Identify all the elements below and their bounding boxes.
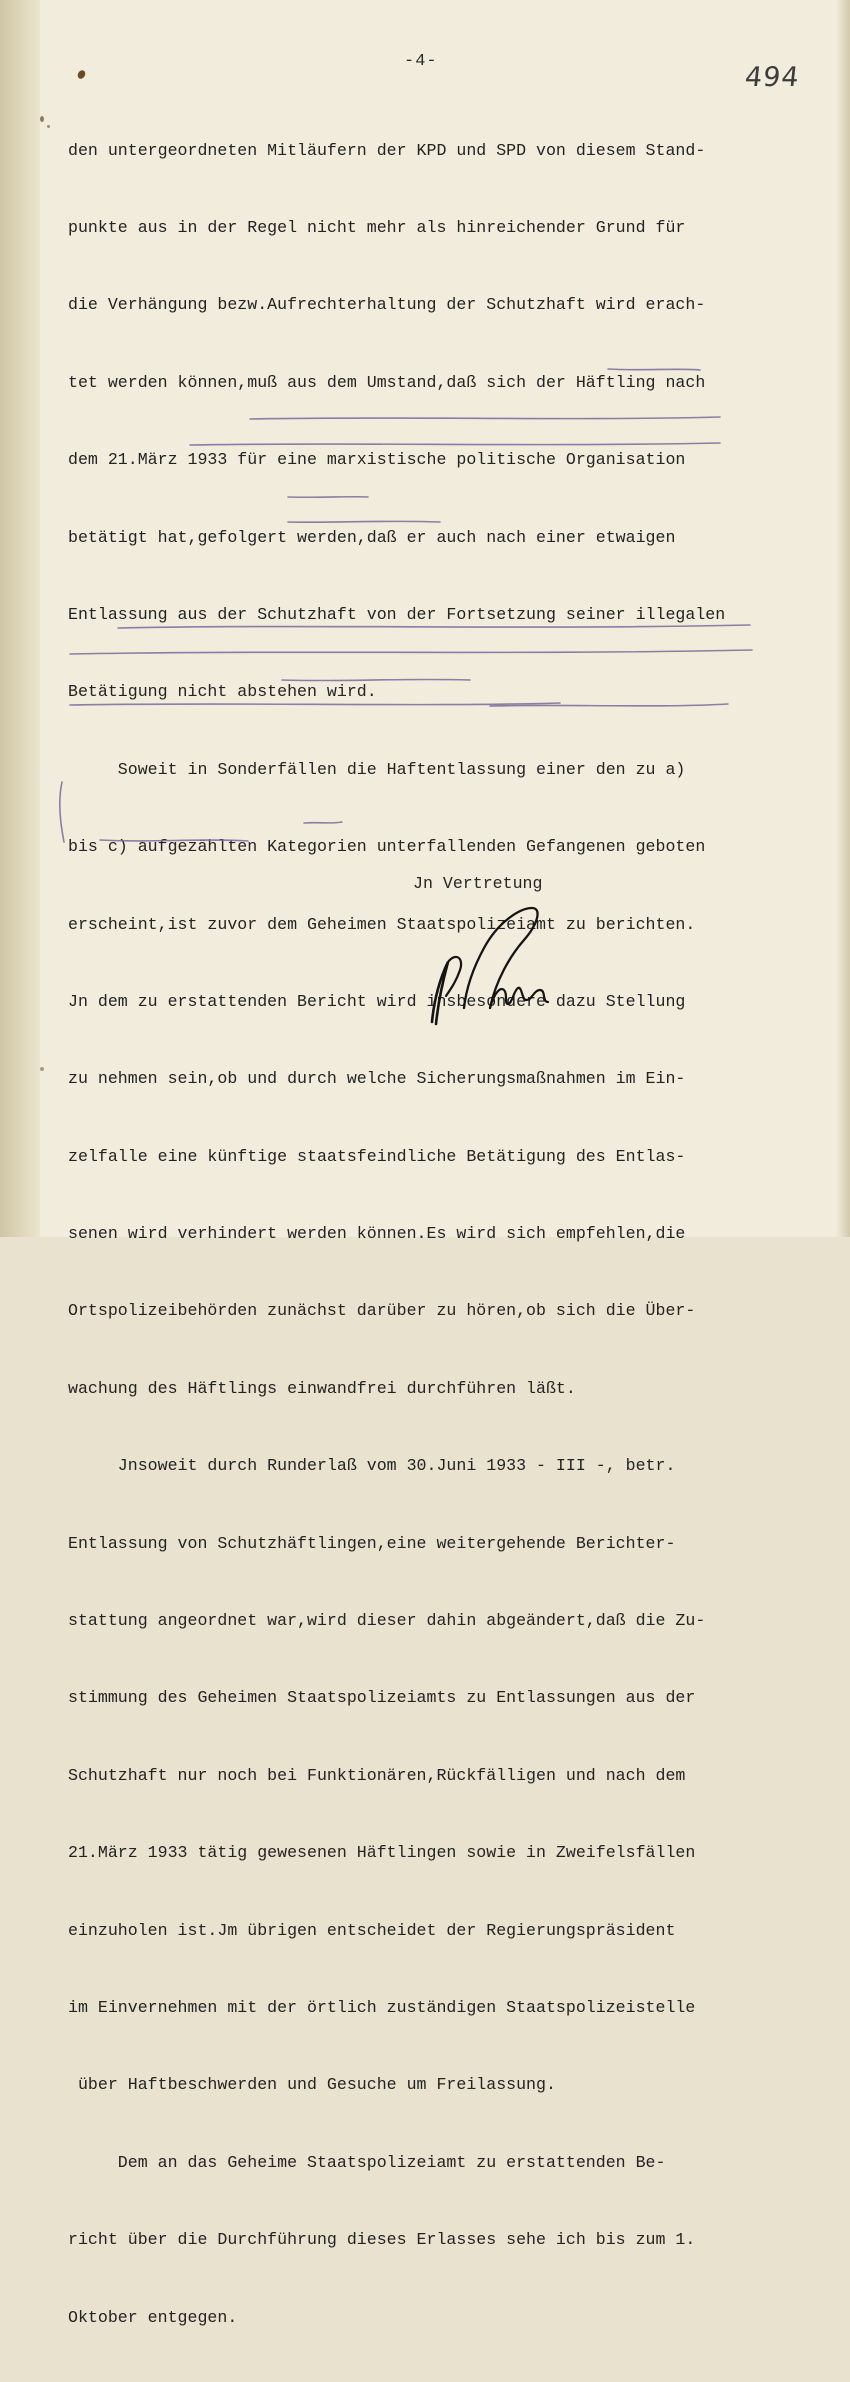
- body-line: erscheint,ist zuvor dem Geheimen Staatspolizeiamt zu berichten.: [68, 914, 696, 934]
- letter-body: [68, 86, 788, 2382]
- body-line: stattung angeordnet war,wird dieser dahin abgeändert,daß die Zu-: [68, 1611, 706, 1631]
- body-line: einzuholen ist.Jm übrigen entscheidet der Regierungspräsident: [68, 1920, 676, 1940]
- body-line: punkte aus in der Regel nicht mehr als hinreichender Grund für: [68, 217, 686, 237]
- closing-formula: Jn Vertretung: [413, 874, 543, 893]
- body-line: Schutzhaft nur noch bei Funktionären,Rückfälligen und nach dem: [68, 1765, 686, 1785]
- body-line: Entlassung von Schutzhäftlingen,eine weitergehende Berichter-: [68, 1533, 676, 1553]
- paper-edge-left: [0, 0, 40, 1237]
- body-line: über Haftbeschwerden und Gesuche um Freilassung.: [68, 2075, 556, 2095]
- paper-edge-right: [836, 0, 850, 1237]
- body-line: dem 21.März 1933 für eine marxistische politische Organisation: [68, 450, 686, 470]
- body-line: die Verhängung bezw.Aufrechterhaltung der Schutzhaft wird erach-: [68, 295, 706, 315]
- handwritten-signature: [420, 900, 560, 1040]
- body-line: Oktober entgegen.: [68, 2307, 238, 2327]
- body-line: Jn dem zu erstattenden Bericht wird insbesondere dazu Stellung: [68, 991, 686, 1011]
- page-number: -4-: [404, 52, 438, 71]
- body-line: Jnsoweit durch Runderlaß vom 30.Juni 1933 - III -, betr.: [68, 1456, 676, 1476]
- body-line: Dem an das Geheime Staatspolizeiamt zu erstattenden Be-: [68, 2152, 666, 2172]
- stain-mark: [76, 69, 87, 80]
- body-line: betätigt hat,gefolgert werden,daß er auch nach einer etwaigen: [68, 527, 676, 547]
- body-line: tet werden können,muß aus dem Umstand,daß sich der Häftling nach: [68, 372, 706, 392]
- body-line: Entlassung aus der Schutzhaft von der Fortsetzung seiner illegalen: [68, 604, 726, 624]
- body-line: zu nehmen sein,ob und durch welche Sicherungsmaßnahmen im Ein-: [68, 1069, 686, 1089]
- body-line: wachung des Häftlings einwandfrei durchführen läßt.: [68, 1378, 576, 1398]
- body-line: Betätigung nicht abstehen wird.: [68, 682, 377, 702]
- stain-mark: [40, 1067, 44, 1071]
- body-line: Ortspolizeibehörden zunächst darüber zu hören,ob sich die Über-: [68, 1301, 696, 1321]
- stain-mark: [40, 116, 44, 122]
- body-line: im Einvernehmen mit der örtlich zuständigen Staatspolizeistelle: [68, 1997, 696, 2017]
- body-line: bis c) aufgezählten Kategorien unterfallenden Gefangenen geboten: [68, 837, 706, 857]
- body-line: stimmung des Geheimen Staatspolizeiamts zu Entlassungen aus der: [68, 1688, 696, 1708]
- folio-number: 494: [743, 62, 802, 93]
- body-line: zelfalle eine künftige staatsfeindliche Betätigung des Entlas-: [68, 1146, 686, 1166]
- annotation-bracket: [60, 782, 64, 842]
- body-line: den untergeordneten Mitläufern der KPD und SPD von diesem Stand-: [68, 140, 706, 160]
- stain-mark: [47, 125, 50, 128]
- body-line: richt über die Durchführung dieses Erlasses sehe ich bis zum 1.: [68, 2230, 696, 2250]
- body-line: 21.März 1933 tätig gewesenen Häftlingen sowie in Zweifelsfällen: [68, 1843, 696, 1863]
- body-line: senen wird verhindert werden können.Es wird sich empfehlen,die: [68, 1224, 686, 1244]
- body-line: Soweit in Sonderfällen die Haftentlassung einer den zu a): [68, 759, 686, 779]
